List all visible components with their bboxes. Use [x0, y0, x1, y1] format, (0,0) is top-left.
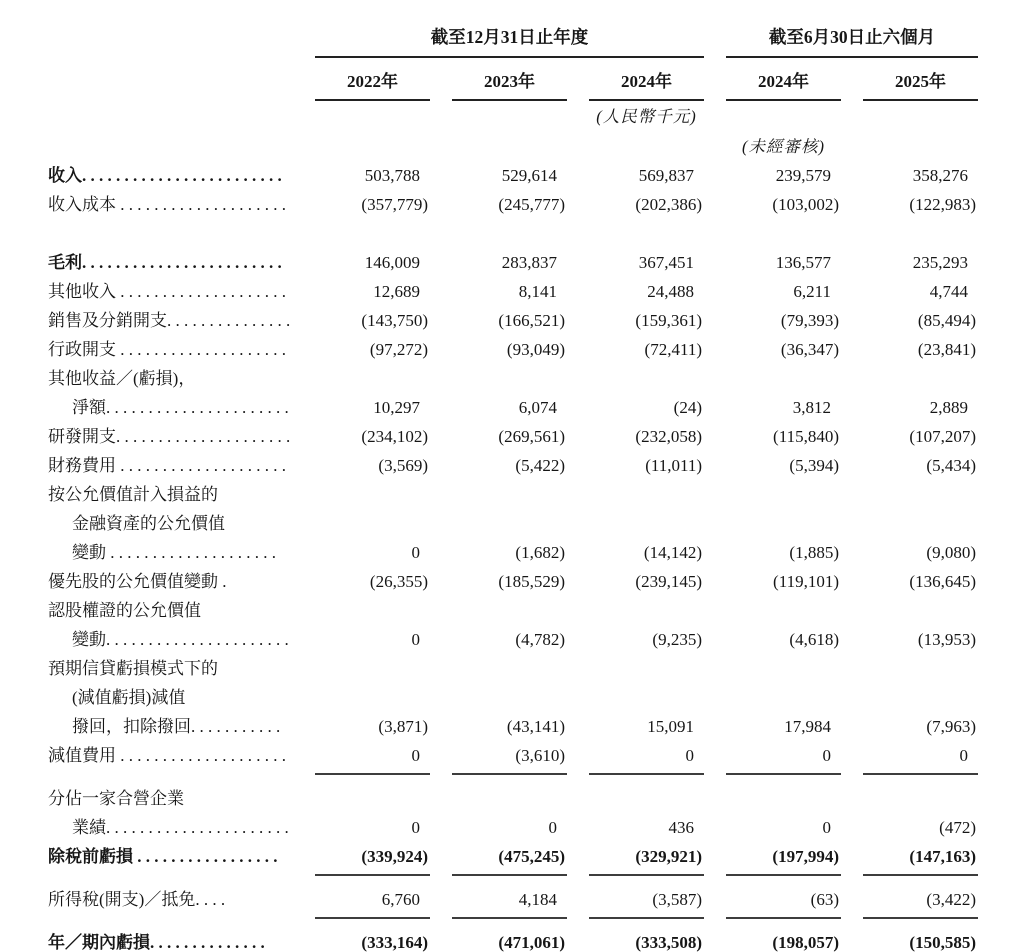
value-cell: 6,211: [793, 282, 831, 301]
row-label: 業績. . . . . . . . . . . . . . . . . . . . . .: [72, 818, 289, 837]
value-cell: (357,779): [361, 195, 428, 214]
value-cell: (333,508): [635, 933, 702, 952]
value-cell: 8,141: [518, 282, 557, 301]
subtotal-rule: [589, 874, 704, 876]
subtotal-rule: [315, 917, 430, 919]
table-row: [48, 813, 978, 842]
value-cell: (143,750): [361, 311, 428, 330]
row-label: 毛利. . . . . . . . . . . . . . . . . . . . . . . .: [48, 253, 282, 272]
table-body: [48, 161, 978, 952]
value-cell: 0: [411, 543, 420, 562]
table-row: [48, 277, 978, 306]
row-label: 收入. . . . . . . . . . . . . . . . . . . . . . . .: [48, 166, 282, 185]
table-row: [48, 190, 978, 219]
header-spacer-cell: [48, 8, 293, 58]
value-cell: (23,841): [917, 340, 976, 359]
value-cell: 436: [668, 818, 694, 837]
value-cell: 12,689: [373, 282, 420, 301]
table-row: [48, 567, 978, 596]
row-label: 按公允價值計入損益的: [48, 485, 218, 504]
table-row: [48, 683, 978, 712]
table-row: [48, 928, 978, 952]
row-label: 其他收入 . . . . . . . . . . . . . . . . . . . .: [48, 282, 286, 301]
value-cell: 235,293: [912, 253, 968, 272]
income-statement-table: [26, 8, 1000, 952]
value-cell: (3,587): [652, 890, 702, 909]
value-cell: (166,521): [498, 311, 565, 330]
row-label: 研發開支. . . . . . . . . . . . . . . . . . . . .: [48, 427, 291, 446]
value-cell: (4,782): [515, 630, 565, 649]
value-cell: 15,091: [647, 717, 694, 736]
value-cell: (7,963): [926, 717, 976, 736]
value-cell: (24): [673, 398, 702, 417]
table-row: [48, 422, 978, 451]
subtotal-rule: [726, 773, 841, 775]
value-cell: (3,871): [378, 717, 428, 736]
value-cell: (239,145): [635, 572, 702, 591]
currency-unit-row: [48, 101, 978, 131]
row-label: 變動 . . . . . . . . . . . . . . . . . . . .: [72, 543, 276, 562]
value-cell: 4,184: [518, 890, 557, 909]
value-cell: (9,235): [652, 630, 702, 649]
value-cell: (5,434): [926, 456, 976, 475]
value-cell: 17,984: [784, 717, 831, 736]
row-label: 變動. . . . . . . . . . . . . . . . . . . . . .: [72, 630, 289, 649]
value-cell: (107,207): [909, 427, 976, 446]
table-row: [48, 364, 978, 393]
value-cell: 4,744: [929, 282, 968, 301]
year-column-header: 2024年: [589, 58, 704, 101]
table-row: [48, 306, 978, 335]
value-cell: 0: [685, 746, 694, 765]
row-label: 除稅前虧損 . . . . . . . . . . . . . . . . .: [48, 847, 278, 866]
value-cell: 146,009: [364, 253, 420, 272]
annual-period-header: 截至12月31日止年度: [315, 8, 704, 58]
rule-row: [48, 770, 978, 784]
row-label: 減值費用 . . . . . . . . . . . . . . . . . . . .: [48, 746, 286, 765]
row-label: 金融資產的公允價值: [72, 514, 225, 533]
table-row: [48, 842, 978, 871]
row-label: (減值虧損)減值: [72, 688, 186, 707]
value-cell: (122,983): [909, 195, 976, 214]
value-cell: 569,837: [638, 166, 694, 185]
subtotal-rule: [315, 874, 430, 876]
period-header-row: [48, 8, 978, 58]
table-row: [48, 538, 978, 567]
row-label: 優先股的公允價值變動 .: [48, 572, 227, 591]
table-row: [48, 335, 978, 364]
value-cell: (269,561): [498, 427, 565, 446]
subtotal-rule: [863, 773, 978, 775]
table-row: [48, 784, 978, 813]
value-cell: (115,840): [773, 427, 839, 446]
year-column-header: 2023年: [452, 58, 567, 101]
value-cell: (72,411): [644, 340, 702, 359]
year-column-header: 2024年: [726, 58, 841, 101]
value-cell: 0: [411, 818, 420, 837]
row-label: 認股權證的公允價值: [48, 601, 201, 620]
row-label: 分佔一家合營企業: [48, 789, 184, 808]
value-cell: (97,272): [369, 340, 428, 359]
unaudited-note: (未經審核): [742, 137, 825, 156]
value-cell: 358,276: [912, 166, 968, 185]
row-label: 行政開支 . . . . . . . . . . . . . . . . . . . .: [48, 340, 286, 359]
value-cell: (103,002): [772, 195, 839, 214]
value-cell: (245,777): [498, 195, 565, 214]
table-row: [48, 248, 978, 277]
value-cell: (472): [939, 818, 976, 837]
row-label: 財務費用 . . . . . . . . . . . . . . . . . . . .: [48, 456, 286, 475]
rule-row: [48, 914, 978, 928]
subtotal-rule: [589, 773, 704, 775]
header-spacer-cell: [48, 58, 293, 101]
value-cell: (3,610): [515, 746, 565, 765]
subtotal-rule: [863, 917, 978, 919]
value-cell: 2,889: [929, 398, 968, 417]
value-cell: 0: [822, 818, 831, 837]
value-cell: (13,953): [917, 630, 976, 649]
value-cell: 136,577: [775, 253, 831, 272]
subtotal-rule: [452, 874, 567, 876]
value-cell: 0: [548, 818, 557, 837]
value-cell: (198,057): [772, 933, 839, 952]
value-cell: (26,355): [369, 572, 428, 591]
value-cell: (3,422): [926, 890, 976, 909]
value-cell: (234,102): [361, 427, 428, 446]
value-cell: (150,585): [909, 933, 976, 952]
table-row: [48, 393, 978, 422]
table-row: [48, 509, 978, 538]
value-cell: (475,245): [498, 847, 565, 866]
row-label: 撥回，扣除撥回. . . . . . . . . . .: [72, 717, 281, 736]
value-cell: 6,074: [518, 398, 557, 417]
spacer-row: [48, 219, 978, 248]
subtotal-rule: [726, 874, 841, 876]
value-cell: (63): [810, 890, 839, 909]
value-cell: (202,386): [635, 195, 702, 214]
table-row: [48, 885, 978, 914]
value-cell: (185,529): [498, 572, 565, 591]
year-column-header: 2025年: [863, 58, 978, 101]
table-row: [48, 741, 978, 770]
value-cell: (9,080): [926, 543, 976, 562]
row-label: 預期信貸虧損模式下的: [48, 659, 218, 678]
value-cell: 503,788: [364, 166, 420, 185]
value-cell: 10,297: [373, 398, 420, 417]
value-cell: (5,394): [789, 456, 839, 475]
value-cell: (11,011): [645, 456, 702, 475]
row-label: 年／期內虧損. . . . . . . . . . . . . .: [48, 933, 265, 952]
value-cell: (339,924): [361, 847, 428, 866]
value-cell: 6,760: [381, 890, 420, 909]
year-header-row: [48, 58, 978, 101]
subtotal-rule: [452, 773, 567, 775]
subtotal-rule: [863, 874, 978, 876]
subtotal-rule: [315, 773, 430, 775]
subtotal-rule: [589, 917, 704, 919]
value-cell: (93,049): [506, 340, 565, 359]
value-cell: 529,614: [501, 166, 557, 185]
table-row: [48, 625, 978, 654]
prospectus-financial-table-page: [0, 8, 1024, 952]
value-cell: 3,812: [792, 398, 831, 417]
value-cell: (197,994): [772, 847, 839, 866]
table-row: [48, 480, 978, 509]
row-label: 淨額. . . . . . . . . . . . . . . . . . . . . .: [72, 398, 289, 417]
value-cell: (329,921): [635, 847, 702, 866]
rule-row: [48, 871, 978, 885]
value-cell: (3,569): [378, 456, 428, 475]
value-cell: (85,494): [917, 311, 976, 330]
value-cell: (14,142): [643, 543, 702, 562]
row-label: 銷售及分銷開支. . . . . . . . . . . . . . .: [48, 311, 291, 330]
value-cell: (471,061): [498, 933, 565, 952]
value-cell: (79,393): [780, 311, 839, 330]
value-cell: (147,163): [909, 847, 976, 866]
value-cell: 0: [411, 746, 420, 765]
year-column-header: 2022年: [315, 58, 430, 101]
table-row: [48, 451, 978, 480]
currency-unit-note: (人民幣千元): [596, 107, 697, 126]
table-row: [48, 654, 978, 683]
row-label: 收入成本 . . . . . . . . . . . . . . . . . . . .: [48, 195, 286, 214]
value-cell: (136,645): [909, 572, 976, 591]
value-cell: 367,451: [638, 253, 694, 272]
value-cell: 0: [822, 746, 831, 765]
value-cell: 24,488: [647, 282, 694, 301]
row-label: 所得稅(開支)／抵免. . . .: [48, 890, 226, 909]
value-cell: 0: [959, 746, 968, 765]
unaudited-note-row: [48, 131, 978, 161]
value-cell: (232,058): [635, 427, 702, 446]
interim-period-header: 截至6月30日止六個月: [726, 8, 978, 58]
row-label: 其他收益／(虧損)，: [48, 369, 196, 388]
value-cell: (4,618): [789, 630, 839, 649]
value-cell: (1,885): [789, 543, 839, 562]
value-cell: (43,141): [506, 717, 565, 736]
table-row: [48, 596, 978, 625]
value-cell: (1,682): [515, 543, 565, 562]
value-cell: (36,347): [780, 340, 839, 359]
value-cell: (5,422): [515, 456, 565, 475]
subtotal-rule: [452, 917, 567, 919]
value-cell: 0: [411, 630, 420, 649]
value-cell: 239,579: [775, 166, 831, 185]
value-cell: (333,164): [361, 933, 428, 952]
table-row: [48, 161, 978, 190]
subtotal-rule: [726, 917, 841, 919]
value-cell: (119,101): [773, 572, 839, 591]
value-cell: 283,837: [501, 253, 557, 272]
table-row: [48, 712, 978, 741]
value-cell: (159,361): [635, 311, 702, 330]
